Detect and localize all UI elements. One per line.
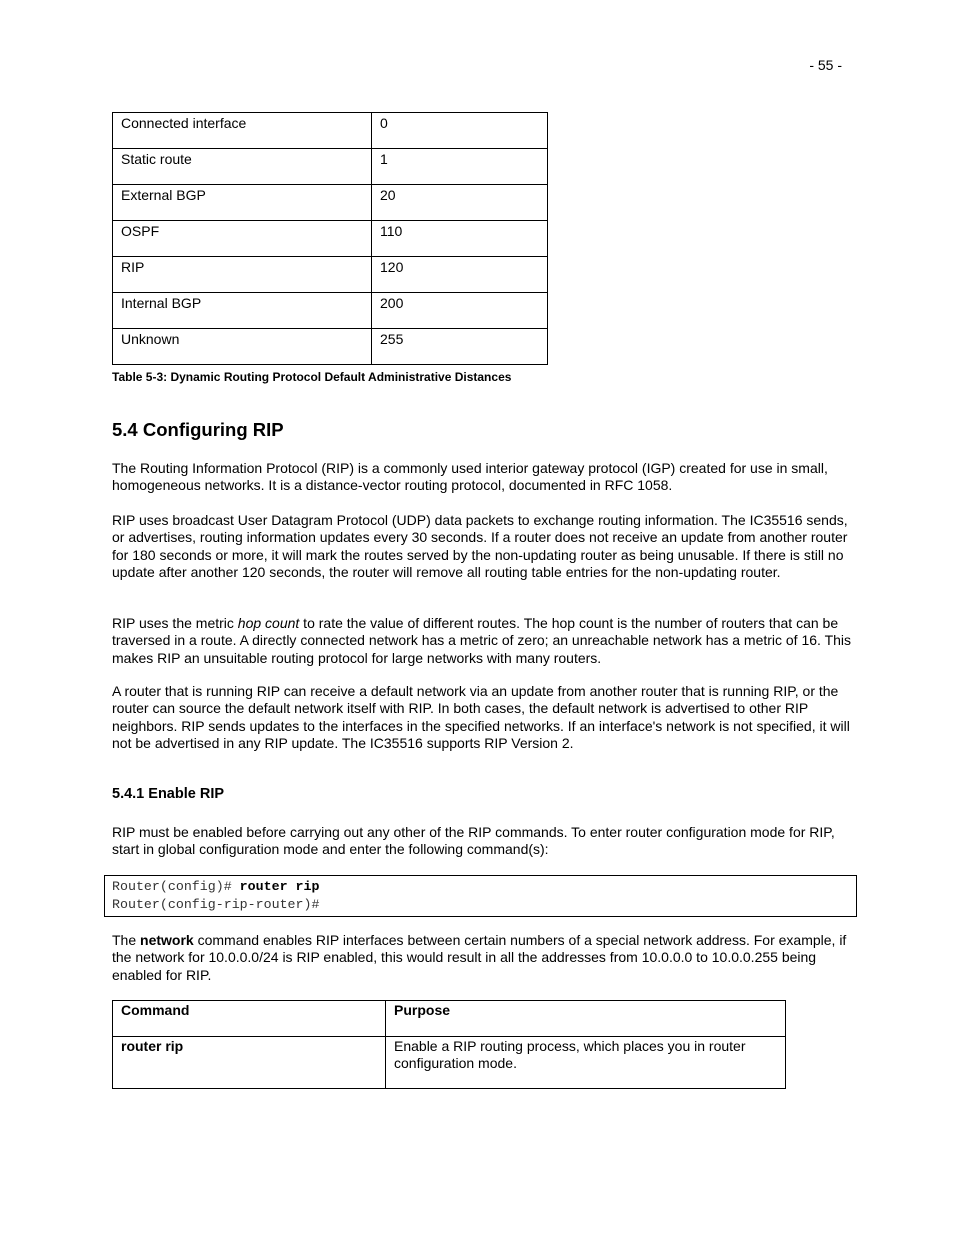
- distance-cell: 20: [372, 185, 548, 221]
- page-number: - 55 -: [809, 57, 842, 73]
- code-block: [104, 875, 857, 917]
- route-source-cell: External BGP: [113, 185, 372, 221]
- body-paragraph: [112, 615, 852, 667]
- administrative-distance-table: [112, 112, 548, 365]
- code-line: [112, 896, 856, 914]
- table-header-row: [113, 1001, 786, 1037]
- route-source-cell: OSPF: [113, 221, 372, 257]
- route-source-cell: RIP: [113, 257, 372, 293]
- table-row: [113, 185, 548, 221]
- route-source-cell: Connected interface: [113, 113, 372, 149]
- purpose-cell: Enable a RIP routing process, which places you in router configuration mode.: [386, 1037, 786, 1089]
- distance-cell: 255: [372, 329, 548, 365]
- section-heading: 5.4 Configuring RIP: [112, 419, 284, 440]
- table-row: [113, 113, 548, 149]
- command-header: Command: [113, 1001, 386, 1037]
- command-table: [112, 1000, 786, 1089]
- paragraph-text: The: [112, 932, 141, 948]
- body-paragraph: A router that is running RIP can receive a default network via an update from another router that is running RIP, or the router can source the default network itself with RIP. In both cases, the default network is advertised to other RIP neighbors. RIP sends updates to the interfaces in the specified networks. If an interface's network is not specified, it will not be advertised in any RIP update. The IC35516 supports RIP Version 2.: [112, 683, 850, 751]
- command-cell: router rip: [113, 1037, 386, 1089]
- body-paragraph: RIP uses broadcast User Datagram Protocol (UDP) data packets to exchange routing information. The IC35516 sends, or advertises, routing information updates every 30 seconds. If a router does not receive an update from another router for 180 seconds or more, it will mark the routes served by the non-updating router as being unusable. If there is still no update after another 120 seconds, the router will remove all routing table entries for the non-updating router.: [112, 512, 848, 580]
- cli-prompt: Router(config-rip-router)#: [112, 896, 320, 912]
- code-line: [112, 878, 856, 896]
- distance-cell: 1: [372, 149, 548, 185]
- distance-cell: 120: [372, 257, 548, 293]
- route-source-cell: Internal BGP: [113, 293, 372, 329]
- distance-cell: 200: [372, 293, 548, 329]
- distance-cell: 0: [372, 113, 548, 149]
- body-paragraph: RIP must be enabled before carrying out any other of the RIP commands. To enter router configuration mode for RIP, start in global configuration mode and enter the following command(s):: [112, 824, 835, 858]
- table-row: [113, 257, 548, 293]
- cli-command: router rip: [239, 879, 320, 894]
- body-paragraph: [112, 932, 852, 984]
- bold-term: network: [140, 932, 194, 948]
- table-row: [113, 293, 548, 329]
- purpose-header: Purpose: [386, 1001, 786, 1037]
- subsection-heading: 5.4.1 Enable RIP: [112, 786, 225, 802]
- table-row: [113, 1037, 786, 1089]
- cli-prompt: Router(config)#: [112, 879, 240, 894]
- table-caption: Table 5-3: Dynamic Routing Protocol Default Administrative Distances: [112, 370, 512, 384]
- emphasized-term: hop count: [237, 615, 300, 631]
- paragraph-text: RIP uses the metric: [112, 615, 238, 631]
- distance-cell: 110: [372, 221, 548, 257]
- paragraph-text: command enables RIP interfaces between certain numbers of a special network address. For example, if the network for 10.0.0.0/24 is RIP enabled, this would result in all the addresses from 10.0.0.0 to 10.0.0.255 being enabled for RIP.: [112, 932, 847, 983]
- table-row: [113, 149, 548, 185]
- paragraph-text: to rate the value of different routes. The hop count is the number of routers that can be traversed in a route. A directly connected network has a metric of zero; an unreachable network has a metric of 16. This makes RIP an unsuitable routing protocol for large networks with many routers.: [112, 615, 852, 666]
- table-row: [113, 221, 548, 257]
- route-source-cell: Static route: [113, 149, 372, 185]
- body-paragraph: The Routing Information Protocol (RIP) is a commonly used interior gateway protocol (IGP) created for use in small, homogeneous networks. It is a distance-vector routing protocol, documented in RFC 1058.: [112, 460, 828, 494]
- table-row: [113, 329, 548, 365]
- route-source-cell: Unknown: [113, 329, 372, 365]
